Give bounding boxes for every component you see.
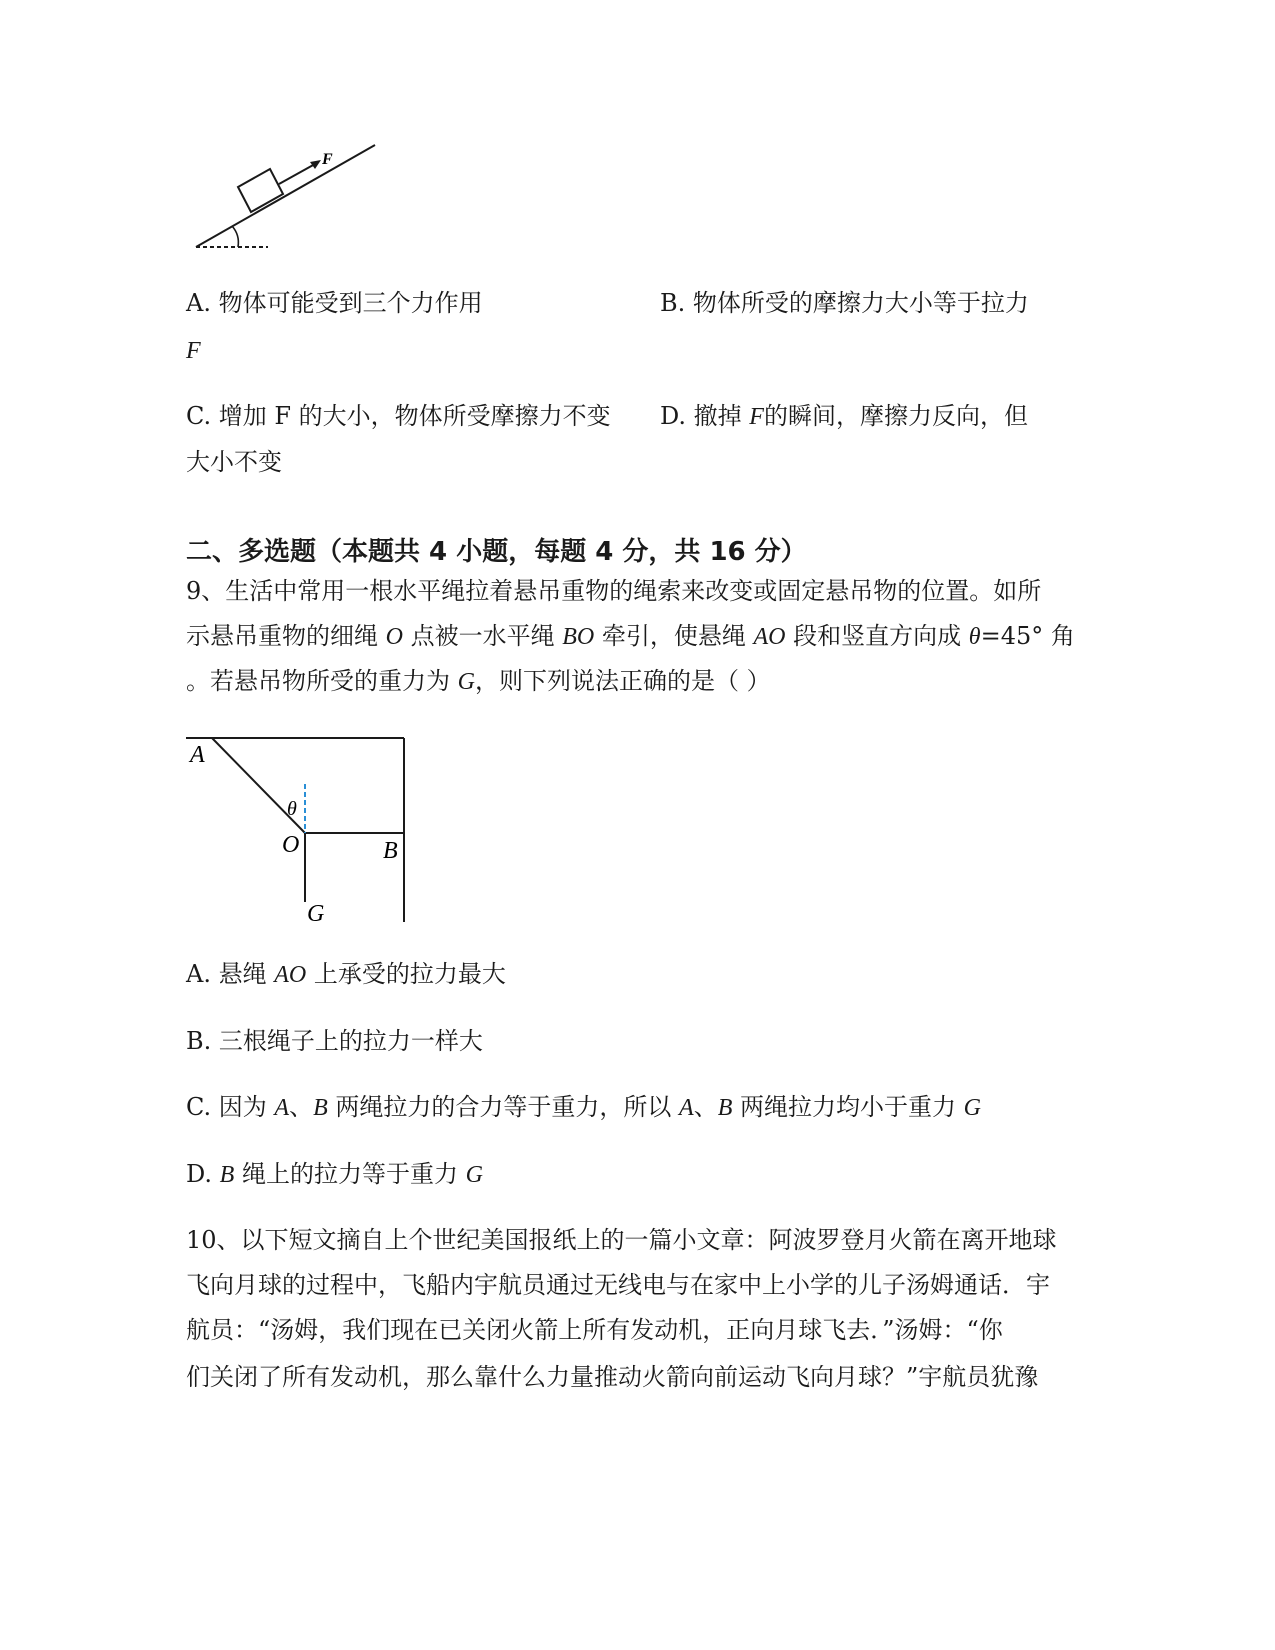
label-a: A — [190, 742, 205, 768]
q9-var: G — [465, 1162, 483, 1188]
q9-var: O — [385, 624, 403, 650]
q8-option-d-pre: D. 撤掉 — [660, 402, 750, 430]
incline-figure — [190, 140, 390, 260]
q9-text: C. 因为 — [186, 1093, 275, 1121]
q9-var: B — [219, 1162, 235, 1188]
q9-var: G — [963, 1095, 981, 1121]
q9-text: 两绳拉力的合力等于重力，所以 — [327, 1093, 680, 1121]
label-b: B — [383, 838, 398, 864]
q9-var: B — [313, 1095, 328, 1121]
rope-figure — [180, 730, 420, 930]
force-arrow-shaft — [279, 164, 315, 184]
q8-option-d-post: 的瞬间，摩擦力反向，但 — [763, 402, 1028, 430]
q8-option-d-cont: 大小不变 — [186, 448, 282, 476]
q9-text: D. — [186, 1160, 220, 1188]
q8-option-b: B. 物体所受的摩擦力大小等于拉力 — [660, 289, 1029, 317]
q9-text: 点被一水平绳 — [402, 622, 563, 650]
force-label: F — [322, 151, 333, 168]
q9-option-d — [186, 1159, 483, 1190]
q9-stem-line2 — [186, 621, 1075, 652]
q9-var: A — [679, 1095, 694, 1121]
q9-stem-line3 — [186, 666, 771, 697]
label-g: G — [307, 901, 325, 927]
q9-stem-line1: 9、生活中常用一根水平绳拉着悬吊重物的绳索来改变或固定悬吊物的位置。如所 — [186, 577, 1042, 605]
q9-var: G — [457, 669, 475, 695]
q9-text: 、 — [693, 1093, 718, 1121]
q10-line2: 飞向月球的过程中，飞船内宇航员通过无线电与在家中上小学的儿子汤姆通话．宇 — [186, 1271, 1050, 1299]
q9-text: 。若悬吊物所受的重力为 — [186, 667, 458, 695]
incline-line — [196, 145, 375, 247]
label-theta: θ — [287, 798, 297, 820]
q8-option-d-var: F — [749, 404, 764, 430]
q9-text: =45° 角 — [980, 622, 1075, 650]
q8-option-c: C. 增加 F 的大小，物体所受摩擦力不变 — [186, 402, 611, 430]
q9-var: θ — [968, 624, 981, 650]
q10-line4: 们关闭了所有发动机，那么靠什么力量推动火箭向前运动飞向月球？”宇航员犹豫 — [186, 1363, 1039, 1391]
q9-text: ，则下列说法正确的是（ ） — [474, 667, 771, 695]
q9-var: B — [717, 1095, 733, 1121]
q9-text: 上承受的拉力最大 — [306, 960, 506, 988]
section-heading: 二、多选题（本题共 4 小题，每题 4 分，共 16 分） — [186, 537, 807, 567]
q9-option-b: B. 三根绳子上的拉力一样大 — [186, 1027, 483, 1055]
q10-line1: 10、以下短文摘自上个世纪美国报纸上的一篇小文章：阿波罗登月火箭在离开地球 — [186, 1226, 1057, 1254]
q9-var: A — [274, 1095, 290, 1121]
q8-option-a: A. 物体可能受到三个力作用 — [186, 289, 483, 317]
q9-text: A. 悬绳 — [186, 960, 275, 988]
q9-var: BO — [562, 624, 595, 650]
angle-arc — [232, 226, 238, 247]
q9-var: AO — [753, 624, 786, 650]
q9-text: 示悬吊重物的细绳 — [186, 622, 386, 650]
label-o: O — [282, 832, 300, 858]
q9-text: 段和竖直方向成 — [785, 622, 969, 650]
force-arrow-head — [310, 160, 321, 169]
q9-option-c — [186, 1092, 981, 1123]
q9-option-a — [186, 959, 506, 990]
q8-option-d — [660, 401, 1028, 432]
q8-option-b-cont: F — [186, 338, 201, 364]
q9-text: 牵引，使悬绳 — [594, 622, 754, 650]
block — [238, 169, 283, 212]
q9-text: 、 — [289, 1093, 314, 1121]
q10-line3: 航员：“汤姆，我们现在已关闭火箭上所有发动机，正向月球飞去．”汤姆：“你 — [186, 1316, 1003, 1344]
q9-text: 两绳拉力均小于重力 — [732, 1093, 964, 1121]
q9-text: 绳上的拉力等于重力 — [234, 1160, 466, 1188]
q9-var: AO — [274, 962, 307, 988]
